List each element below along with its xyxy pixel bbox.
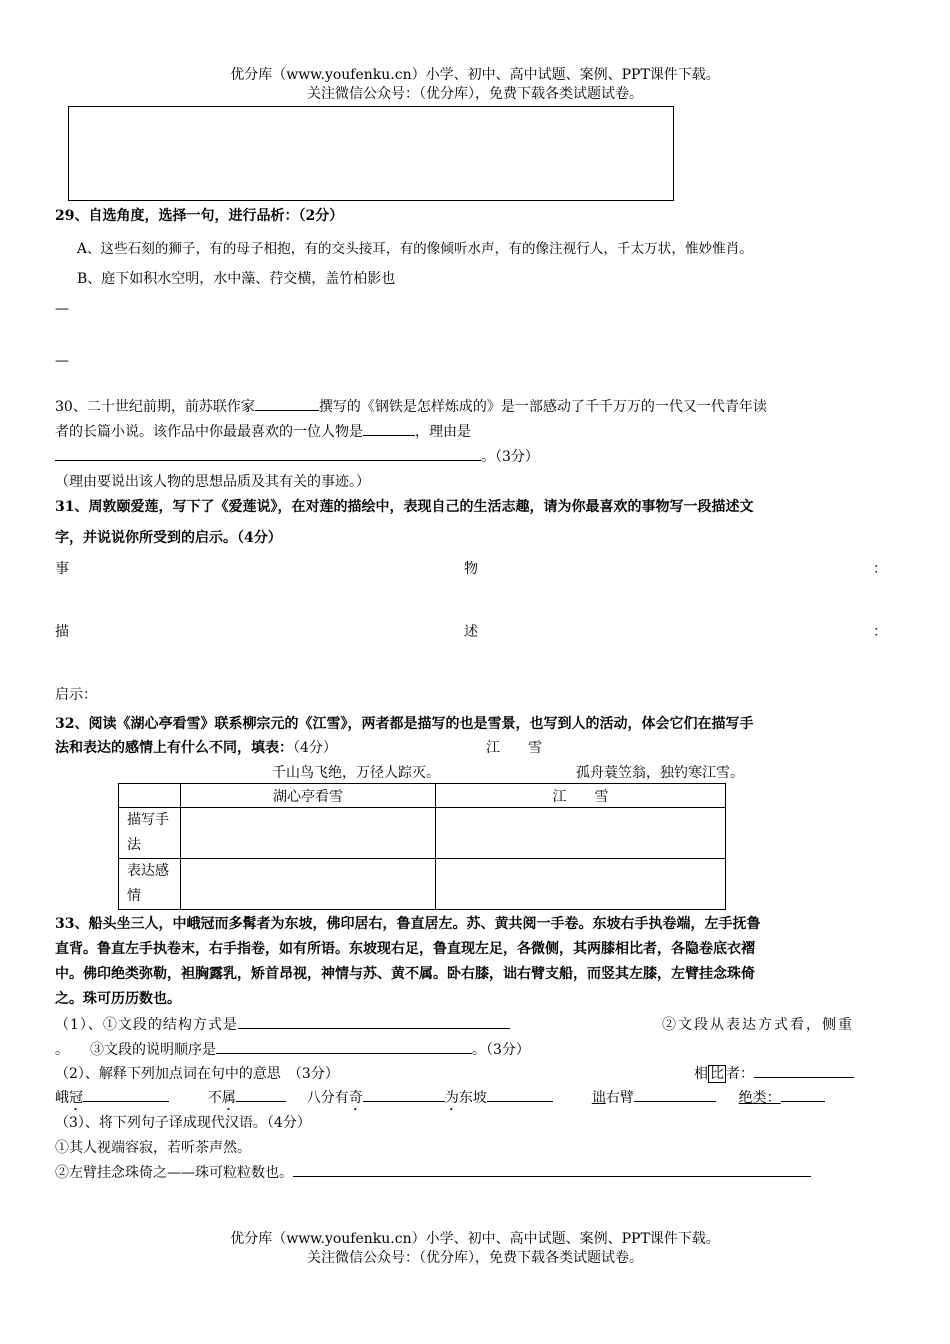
q32-score: （4分） — [293, 740, 337, 756]
word-jue: 绝 — [738, 1090, 753, 1106]
word-shu: 属 — [221, 1090, 236, 1106]
table-header-jiangxue: 江 雪 — [436, 784, 726, 808]
eguan-blank[interactable] — [83, 1087, 169, 1102]
q30-note: （理由要说出该人物的思想品质及其有关的事迹。） — [55, 474, 370, 490]
q33-sentence-1: ①其人视端容寂，若听茶声然。 — [55, 1140, 251, 1156]
q33-passage-3: 中。佛印绝类弥勒，袒胸露乳，矫首昂视，神情与苏、黄不属。卧右膝，诎右臂支船，而竖其左膝，左臂挂念珠倚 — [55, 966, 755, 982]
poem-line-1: 千山鸟飞绝，万径人踪灭。 — [272, 765, 440, 781]
table-cell-technique-2[interactable] — [436, 808, 726, 859]
word-bu: 不 — [207, 1090, 222, 1106]
q33-sub2-title: （2）、解释下列加点词在句中的意思 （3分） — [55, 1066, 339, 1082]
q33-vocab-row — [55, 1087, 825, 1114]
q31-thing-2: 物 — [464, 561, 478, 577]
word-qi: 奇 — [348, 1090, 363, 1106]
poem-title: 江 雪 — [486, 740, 542, 756]
xiangbi-blank[interactable] — [754, 1063, 854, 1078]
q33-sub3-title: （3）、将下列句子译成现代汉语。（4分） — [55, 1115, 311, 1131]
q31-desc-1: 描 — [55, 624, 69, 640]
q30-line-1 — [55, 396, 767, 416]
q31-thing-row — [55, 558, 887, 578]
q31-line-2: 字，并说说你所受到的启示。（4分） — [55, 530, 282, 546]
q33-xiangbi — [694, 1063, 854, 1083]
word-youbi: 右臂 — [605, 1090, 634, 1106]
q30-character-blank[interactable] — [363, 421, 415, 436]
word-bi: 比 — [710, 1066, 724, 1082]
q29-option-b: B、庭下如积水空明，水中藻、荇交横，盖竹柏影也 — [77, 271, 396, 287]
q33-structure-blank[interactable] — [238, 1014, 510, 1029]
answer-box — [68, 106, 674, 201]
bafenyouqi-blank[interactable] — [363, 1087, 445, 1102]
q30-text-4: ，理由是 — [415, 424, 471, 440]
footer-line-1: 优分库（www.youfenku.cn）小学、初中、高中试题、案例、PPT课件下载。 — [230, 1231, 720, 1247]
q31-line-1: 31、周敦颐爱莲，写下了《爱莲说》，在对莲的描绘中，表现自己的生活志趣，请为你最喜欢的事物写一段描述文 — [55, 499, 754, 515]
q33-sub1-text-3: 。 ③文段的说明顺序是 — [55, 1042, 216, 1058]
table-header-huxinting: 湖心亭看雪 — [181, 784, 436, 808]
q33-passage-4: 之。珠可历历数也。 — [55, 991, 181, 1007]
footer-line-2: 关注微信公众号：（优分库），免费下载各类试题试卷。 — [307, 1250, 643, 1266]
header-line-2: 关注微信公众号：（优分库），免费下载各类试题试卷。 — [307, 86, 643, 102]
q33-sub1-line-1 — [55, 1014, 510, 1034]
q33-sentence-2-row — [55, 1162, 811, 1182]
q29-title: 29、自选角度，选择一句，进行品析：（2分） — [55, 208, 344, 224]
q30-score: 。（3分） — [481, 449, 539, 465]
word-xiang: 相 — [694, 1066, 708, 1082]
q33-sub1-line-2 — [55, 1039, 530, 1059]
word-guan: 冠 — [69, 1090, 83, 1106]
word-wei: 为 — [444, 1090, 459, 1106]
word-zhe: 者： — [726, 1066, 754, 1082]
juelei-blank[interactable] — [781, 1087, 825, 1102]
table-cell-technique-1[interactable] — [181, 808, 436, 859]
bushu-blank[interactable] — [236, 1087, 286, 1102]
quyoubi-blank[interactable] — [634, 1087, 716, 1102]
q33-order-blank[interactable] — [216, 1039, 472, 1054]
q30-line-3 — [55, 446, 539, 466]
q31-desc-row — [55, 621, 887, 641]
q29-option-a: A、这些石刻的狮子，有的母子相抱，有的交头接耳，有的像倾听水声，有的像注视行人，千太万状，惟妙惟肖。 — [77, 241, 753, 257]
poem-line-2: 孤舟蓑笠翁，独钓寒江雪。 — [576, 765, 744, 781]
table-row-label-emotion: 表达感情 — [119, 859, 181, 910]
word-qu: 诎 — [591, 1090, 606, 1106]
q32-line-2-text: 法和表达的感情上有什么不同，填表： — [55, 740, 293, 756]
table-corner — [119, 784, 181, 808]
weidongpo-blank[interactable] — [487, 1087, 553, 1102]
q33-sub1-text-2: ②文段从表达方式看，侧重 — [662, 1017, 854, 1033]
table-cell-emotion-1[interactable] — [181, 859, 436, 910]
q33-passage-2: 直背。鲁直左手执卷末，右手指卷，如有所语。东坡现右足，鲁直现左足，各微侧，其两膝相比者，各隐卷底衣褶 — [55, 941, 755, 957]
word-bafen: 八分有 — [306, 1090, 349, 1106]
q33-passage-1: 33、船头坐三人，中峨冠而多髯者为东坡，佛印居右，鲁直居左。苏、黄共阅一手卷。东坡右手执卷端，左手抚鲁 — [55, 916, 761, 932]
q30-author-blank[interactable] — [255, 396, 319, 411]
translation-blank[interactable] — [293, 1162, 811, 1177]
header-line-1: 优分库（www.youfenku.cn）小学、初中、高中试题、案例、PPT课件下载。 — [230, 67, 720, 83]
table-cell-emotion-2[interactable] — [436, 859, 726, 910]
word-dongpo: 东坡 — [458, 1090, 487, 1106]
q31-thing-1: 事 — [55, 561, 69, 577]
word-e: 峨 — [55, 1090, 69, 1106]
q30-reason-blank[interactable] — [55, 446, 481, 461]
q30-text-3: 者的长篇小说。该作品中你最最喜欢的一位人物是 — [55, 424, 363, 440]
table-row-label-technique: 描写手法 — [119, 808, 181, 859]
q29-answer-line-1: — — [55, 301, 69, 317]
comparison-table — [118, 783, 726, 910]
q32-line-2 — [55, 737, 337, 757]
q33-sub1-text-1: （1）、①文段的结构方式是 — [55, 1017, 238, 1033]
q30-line-2 — [55, 421, 471, 441]
q30-text-2: 撰写的《钢铁是怎样炼成的》是一部感动了千千万万的一代又一代青年读 — [318, 399, 767, 415]
q31-thing-colon: ： — [873, 561, 887, 577]
q31-desc-colon: ： — [873, 624, 887, 640]
q29-answer-line-2: — — [55, 353, 69, 369]
q31-desc-2: 述 — [464, 624, 478, 640]
q33-sentence-2: ②左臂挂念珠倚之——珠可粒粒数也。 — [55, 1165, 293, 1181]
q30-text-1: 30、二十世纪前期，前苏联作家 — [55, 399, 255, 415]
word-lei: 类： — [752, 1090, 781, 1106]
q33-sub1-text-4: 。（3分） — [472, 1042, 530, 1058]
q31-insight: 启示： — [55, 687, 97, 703]
q32-line-1: 32、阅读《湖心亭看雪》联系柳宗元的《江雪》，两者都是描写的也是雪景，也写到人的活动，体会它们在描写手 — [55, 716, 754, 732]
